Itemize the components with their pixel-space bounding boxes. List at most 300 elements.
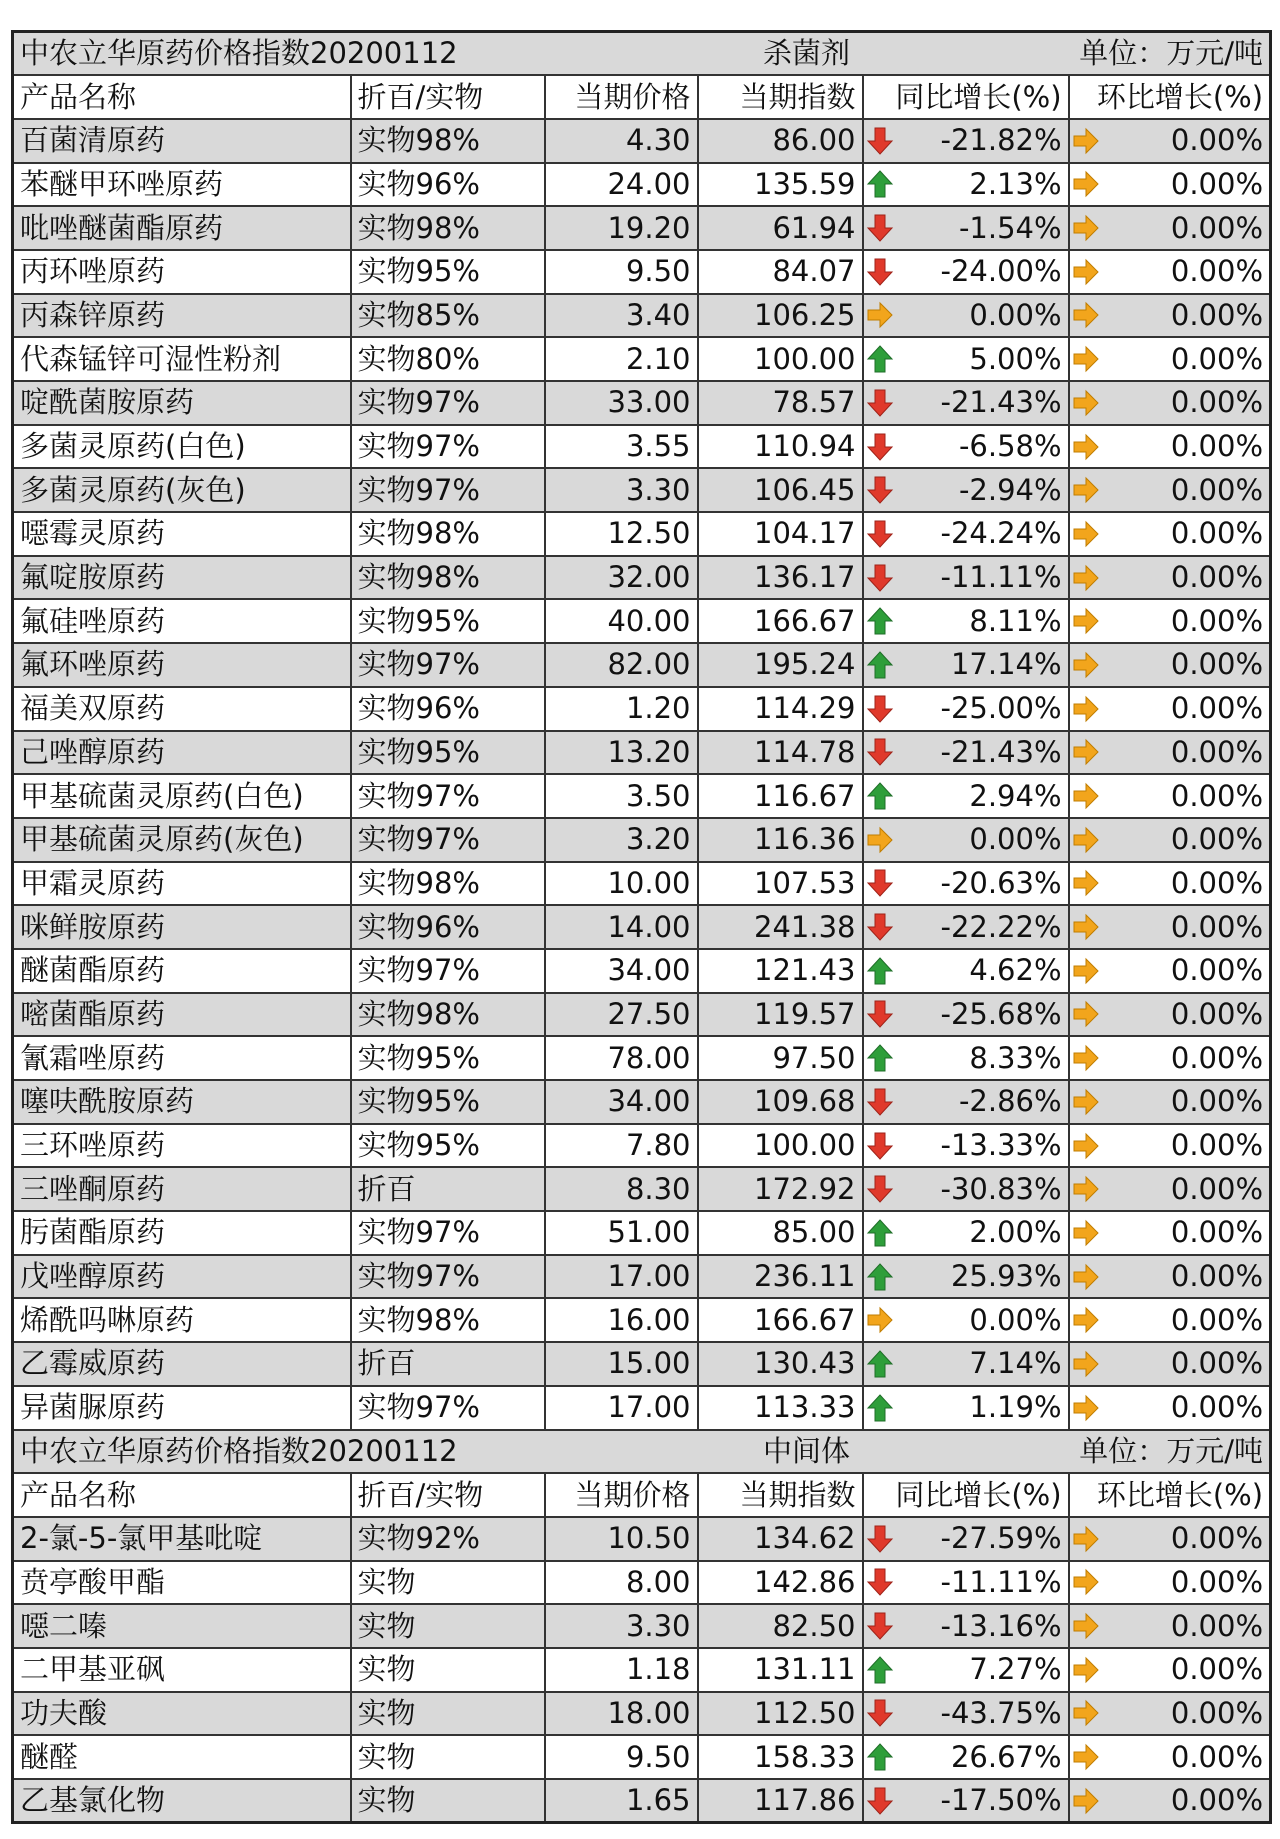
header-yoy: 同比增长(%): [863, 1473, 1069, 1517]
yoy-cell-value: -20.63%: [940, 865, 1062, 900]
mom-cell-value: 0.00%: [1170, 691, 1264, 726]
index-cell: 109.68: [698, 1080, 863, 1124]
spec-cell: 实物97%: [351, 1211, 545, 1255]
yoy-cell-value: 17.14%: [950, 647, 1062, 682]
spec-cell: 实物85%: [351, 294, 545, 338]
yoy-cell-wrap: [866, 1040, 1062, 1075]
yoy-cell: [863, 862, 1069, 906]
yoy-cell: [863, 599, 1069, 643]
yoy-cell-value: -30.83%: [940, 1171, 1062, 1206]
table-row: [13, 1735, 1271, 1779]
price-cell: 17.00: [545, 1386, 698, 1430]
arrow-down-icon: [866, 1611, 894, 1641]
mom-cell-wrap: [1072, 953, 1264, 988]
mom-cell-wrap: [1072, 1259, 1264, 1294]
arrow-down-icon: [866, 475, 894, 505]
index-cell: 117.86: [698, 1779, 863, 1823]
table-row: [13, 1255, 1271, 1299]
arrow-down-icon: [866, 1087, 894, 1117]
index-cell: 116.36: [698, 818, 863, 862]
yoy-cell: [863, 1298, 1069, 1342]
yoy-cell-wrap: [866, 865, 1062, 900]
price-cell: 15.00: [545, 1342, 698, 1386]
yoy-cell-value: -27.59%: [940, 1521, 1062, 1556]
index-cell: 86.00: [698, 119, 863, 163]
mom-cell-value: 0.00%: [1170, 996, 1264, 1031]
product-name-cell: 噻呋酰胺原药: [13, 1080, 351, 1124]
index-cell: 78.57: [698, 381, 863, 425]
arrow-down-icon: [866, 257, 894, 287]
table-row: [13, 1517, 1271, 1561]
product-name-cell: 戊唑醇原药: [13, 1255, 351, 1299]
spec-cell: 实物95%: [351, 1080, 545, 1124]
yoy-cell-wrap: [866, 254, 1062, 289]
mom-cell: [1069, 1735, 1271, 1779]
mom-cell: [1069, 468, 1271, 512]
arrow-right-icon: [1072, 1786, 1100, 1816]
arrow-right-icon: [1072, 1174, 1100, 1204]
header-spec: 折百/实物: [351, 75, 545, 119]
product-name-cell: 甲基硫菌灵原药(灰色): [13, 818, 351, 862]
price-cell: 13.20: [545, 731, 698, 775]
index-cell: 61.94: [698, 206, 863, 250]
price-cell: 78.00: [545, 1036, 698, 1080]
mom-cell-value: 0.00%: [1170, 1783, 1264, 1818]
table-row: [13, 1779, 1271, 1823]
yoy-cell: [863, 1517, 1069, 1561]
product-name-cell: 多菌灵原药(灰色): [13, 468, 351, 512]
arrow-down-icon: [866, 737, 894, 767]
price-cell: 3.55: [545, 425, 698, 469]
mom-cell-wrap: [1072, 734, 1264, 769]
index-cell: 100.00: [698, 337, 863, 381]
arrow-right-icon: [1072, 1611, 1100, 1641]
index-cell: 104.17: [698, 512, 863, 556]
yoy-cell: [863, 337, 1069, 381]
arrow-right-icon: [1072, 956, 1100, 986]
price-cell: 14.00: [545, 905, 698, 949]
arrow-right-icon: [1072, 344, 1100, 374]
price-cell: 1.18: [545, 1648, 698, 1692]
yoy-cell-wrap: [866, 909, 1062, 944]
mom-cell: [1069, 1604, 1271, 1648]
mom-cell-value: 0.00%: [1170, 953, 1264, 988]
yoy-cell: [863, 1211, 1069, 1255]
table-row: [13, 1211, 1271, 1255]
yoy-cell: [863, 818, 1069, 862]
yoy-cell-value: -1.54%: [958, 210, 1062, 245]
yoy-cell: [863, 1386, 1069, 1430]
mom-cell-wrap: [1072, 1040, 1264, 1075]
product-name-cell: 乙霉威原药: [13, 1342, 351, 1386]
mom-cell-wrap: [1072, 778, 1264, 813]
index-cell: 241.38: [698, 905, 863, 949]
table-row: [13, 468, 1271, 512]
spec-cell: 实物92%: [351, 1517, 545, 1561]
header-mom: 环比增长(%): [1069, 75, 1271, 119]
arrow-right-icon: [1072, 432, 1100, 462]
yoy-cell-wrap: [866, 1259, 1062, 1294]
mom-cell: [1069, 1342, 1271, 1386]
index-cell: 112.50: [698, 1692, 863, 1736]
price-cell: 19.20: [545, 206, 698, 250]
product-name-cell: 丙环唑原药: [13, 250, 351, 294]
product-name-cell: 醚菌酯原药: [13, 949, 351, 993]
column-header-row: [13, 75, 1271, 119]
yoy-cell-value: -21.82%: [940, 123, 1062, 158]
product-name-cell: 苯醚甲环唑原药: [13, 163, 351, 207]
mom-cell-value: 0.00%: [1170, 822, 1264, 857]
spec-cell: 实物: [351, 1735, 545, 1779]
yoy-cell-value: 2.00%: [969, 1215, 1062, 1250]
spec-cell: 实物: [351, 1779, 545, 1823]
mom-cell-wrap: [1072, 1346, 1264, 1381]
product-name-cell: 啶酰菌胺原药: [13, 381, 351, 425]
spec-cell: 实物: [351, 1604, 545, 1648]
arrow-right-icon: [1072, 1524, 1100, 1554]
spec-cell: 实物95%: [351, 1124, 545, 1168]
yoy-cell: [863, 1124, 1069, 1168]
yoy-cell-wrap: [866, 1521, 1062, 1556]
mom-cell-value: 0.00%: [1170, 385, 1264, 420]
mom-cell-value: 0.00%: [1170, 778, 1264, 813]
product-name-cell: 多菌灵原药(白色): [13, 425, 351, 469]
spec-cell: 实物98%: [351, 1298, 545, 1342]
arrow-right-icon: [1072, 213, 1100, 243]
column-header-row: [13, 1473, 1271, 1517]
price-cell: 24.00: [545, 163, 698, 207]
arrow-up-icon: [866, 344, 894, 374]
mom-cell: [1069, 993, 1271, 1037]
arrow-down-icon: [866, 519, 894, 549]
product-name-cell: 氰霜唑原药: [13, 1036, 351, 1080]
yoy-cell-wrap: [866, 603, 1062, 638]
yoy-cell-value: 1.19%: [969, 1390, 1062, 1425]
header-price: 当期价格: [545, 75, 698, 119]
yoy-cell: [863, 1167, 1069, 1211]
yoy-cell-wrap: [866, 429, 1062, 464]
section-unit: 单位：万元/吨: [1069, 1430, 1271, 1474]
yoy-cell-value: -21.43%: [940, 385, 1062, 420]
arrow-down-icon: [866, 1786, 894, 1816]
table-row: [13, 1298, 1271, 1342]
product-name-cell: 百菌清原药: [13, 119, 351, 163]
yoy-cell-wrap: [866, 341, 1062, 376]
mom-cell-value: 0.00%: [1170, 1171, 1264, 1206]
mom-cell-wrap: [1072, 1171, 1264, 1206]
price-cell: 7.80: [545, 1124, 698, 1168]
yoy-cell-wrap: [866, 996, 1062, 1031]
arrow-right-icon: [1072, 737, 1100, 767]
yoy-cell: [863, 163, 1069, 207]
yoy-cell-value: -24.24%: [940, 516, 1062, 551]
yoy-cell-value: 8.11%: [969, 603, 1062, 638]
table-row: [13, 294, 1271, 338]
mom-cell-value: 0.00%: [1170, 1215, 1264, 1250]
yoy-cell-wrap: [866, 472, 1062, 507]
yoy-cell-wrap: [866, 210, 1062, 245]
mom-cell-value: 0.00%: [1170, 1564, 1264, 1599]
product-name-cell: 噁二嗪: [13, 1604, 351, 1648]
arrow-right-icon: [1072, 1087, 1100, 1117]
yoy-cell-value: 26.67%: [950, 1739, 1062, 1774]
mom-cell-wrap: [1072, 429, 1264, 464]
yoy-cell: [863, 1648, 1069, 1692]
arrow-right-icon: [1072, 300, 1100, 330]
price-index-sheet: [11, 30, 1269, 1824]
table-row: [13, 163, 1271, 207]
yoy-cell-value: -13.16%: [940, 1608, 1062, 1643]
section-title-row: [13, 1430, 1271, 1474]
price-cell: 16.00: [545, 1298, 698, 1342]
arrow-right-icon: [1072, 1349, 1100, 1379]
mom-cell: [1069, 905, 1271, 949]
arrow-right-icon: [1072, 825, 1100, 855]
arrow-right-icon: [1072, 1043, 1100, 1073]
header-mom: 环比增长(%): [1069, 1473, 1271, 1517]
arrow-up-icon: [866, 956, 894, 986]
yoy-cell: [863, 1604, 1069, 1648]
arrow-right-icon: [1072, 169, 1100, 199]
mom-cell: [1069, 1211, 1271, 1255]
arrow-right-icon: [866, 300, 894, 330]
mom-cell: [1069, 1036, 1271, 1080]
yoy-cell-value: -2.94%: [958, 472, 1062, 507]
mom-cell: [1069, 1080, 1271, 1124]
mom-cell: [1069, 1648, 1271, 1692]
arrow-right-icon: [1072, 999, 1100, 1029]
index-cell: 119.57: [698, 993, 863, 1037]
mom-cell-wrap: [1072, 166, 1264, 201]
arrow-right-icon: [1072, 1742, 1100, 1772]
arrow-right-icon: [866, 825, 894, 855]
table-row: [13, 425, 1271, 469]
price-cell: 9.50: [545, 250, 698, 294]
yoy-cell: [863, 294, 1069, 338]
mom-cell-value: 0.00%: [1170, 516, 1264, 551]
yoy-cell-wrap: [866, 1695, 1062, 1730]
arrow-right-icon: [1072, 388, 1100, 418]
arrow-down-icon: [866, 432, 894, 462]
table-row: [13, 862, 1271, 906]
mom-cell-value: 0.00%: [1170, 429, 1264, 464]
yoy-cell-wrap: [866, 1302, 1062, 1337]
mom-cell: [1069, 1298, 1271, 1342]
yoy-cell-value: -11.11%: [940, 1564, 1062, 1599]
mom-cell-value: 0.00%: [1170, 210, 1264, 245]
mom-cell-wrap: [1072, 603, 1264, 638]
mom-cell-wrap: [1072, 1564, 1264, 1599]
yoy-cell-value: 8.33%: [969, 1040, 1062, 1075]
arrow-right-icon: [1072, 868, 1100, 898]
arrow-right-icon: [1072, 781, 1100, 811]
product-name-cell: 肟菌酯原药: [13, 1211, 351, 1255]
table-body: [13, 32, 1271, 1823]
arrow-right-icon: [1072, 694, 1100, 724]
table-row: [13, 1080, 1271, 1124]
mom-cell: [1069, 556, 1271, 600]
mom-cell: [1069, 862, 1271, 906]
mom-cell-wrap: [1072, 472, 1264, 507]
product-name-cell: 噁霉灵原药: [13, 512, 351, 556]
product-name-cell: 异菌脲原药: [13, 1386, 351, 1430]
product-name-cell: 丙森锌原药: [13, 294, 351, 338]
index-cell: 114.29: [698, 687, 863, 731]
table-row: [13, 1386, 1271, 1430]
spec-cell: 实物97%: [351, 468, 545, 512]
mom-cell: [1069, 512, 1271, 556]
product-name-cell: 嘧菌酯原药: [13, 993, 351, 1037]
price-cell: 51.00: [545, 1211, 698, 1255]
mom-cell-wrap: [1072, 996, 1264, 1031]
table-row: [13, 512, 1271, 556]
mom-cell-value: 0.00%: [1170, 1259, 1264, 1294]
mom-cell-wrap: [1072, 1128, 1264, 1163]
spec-cell: 实物97%: [351, 1255, 545, 1299]
index-cell: 158.33: [698, 1735, 863, 1779]
yoy-cell-wrap: [866, 822, 1062, 857]
yoy-cell: [863, 1561, 1069, 1605]
index-cell: 84.07: [698, 250, 863, 294]
header-spec: 折百/实物: [351, 1473, 545, 1517]
arrow-right-icon: [1072, 912, 1100, 942]
table-row: [13, 818, 1271, 862]
yoy-cell-wrap: [866, 1564, 1062, 1599]
mom-cell-value: 0.00%: [1170, 1695, 1264, 1730]
yoy-cell: [863, 687, 1069, 731]
yoy-cell: [863, 468, 1069, 512]
mom-cell: [1069, 687, 1271, 731]
price-cell: 34.00: [545, 1080, 698, 1124]
yoy-cell-value: 2.94%: [969, 778, 1062, 813]
spec-cell: 实物95%: [351, 250, 545, 294]
mom-cell: [1069, 1167, 1271, 1211]
table-row: [13, 556, 1271, 600]
arrow-right-icon: [1072, 1393, 1100, 1423]
mom-cell-value: 0.00%: [1170, 166, 1264, 201]
yoy-cell: [863, 731, 1069, 775]
product-name-cell: 吡唑醚菌酯原药: [13, 206, 351, 250]
mom-cell-wrap: [1072, 341, 1264, 376]
mom-cell: [1069, 206, 1271, 250]
arrow-up-icon: [866, 1655, 894, 1685]
arrow-right-icon: [1072, 1218, 1100, 1248]
mom-cell-wrap: [1072, 1783, 1264, 1818]
index-cell: 114.78: [698, 731, 863, 775]
yoy-cell: [863, 905, 1069, 949]
yoy-cell-value: -25.00%: [940, 691, 1062, 726]
arrow-up-icon: [866, 781, 894, 811]
arrow-up-icon: [866, 1742, 894, 1772]
index-cell: 236.11: [698, 1255, 863, 1299]
mom-cell-wrap: [1072, 865, 1264, 900]
yoy-cell-wrap: [866, 1346, 1062, 1381]
arrow-right-icon: [1072, 126, 1100, 156]
yoy-cell-value: 4.62%: [969, 953, 1062, 988]
mom-cell-wrap: [1072, 1084, 1264, 1119]
table-row: [13, 599, 1271, 643]
spec-cell: 实物: [351, 1692, 545, 1736]
mom-cell-value: 0.00%: [1170, 734, 1264, 769]
arrow-down-icon: [866, 1567, 894, 1597]
mom-cell-value: 0.00%: [1170, 297, 1264, 332]
table-row: [13, 905, 1271, 949]
mom-cell: [1069, 599, 1271, 643]
mom-cell-wrap: [1072, 297, 1264, 332]
yoy-cell-value: 0.00%: [969, 822, 1062, 857]
arrow-down-icon: [866, 1524, 894, 1554]
yoy-cell-value: -22.22%: [940, 909, 1062, 944]
yoy-cell: [863, 250, 1069, 294]
index-cell: 131.11: [698, 1648, 863, 1692]
yoy-cell-value: 0.00%: [969, 297, 1062, 332]
mom-cell-value: 0.00%: [1170, 865, 1264, 900]
yoy-cell: [863, 993, 1069, 1037]
yoy-cell-wrap: [866, 691, 1062, 726]
mom-cell: [1069, 425, 1271, 469]
mom-cell-value: 0.00%: [1170, 1302, 1264, 1337]
yoy-cell-wrap: [866, 516, 1062, 551]
mom-cell-wrap: [1072, 822, 1264, 857]
index-cell: 85.00: [698, 1211, 863, 1255]
yoy-cell: [863, 119, 1069, 163]
mom-cell-value: 0.00%: [1170, 603, 1264, 638]
arrow-down-icon: [866, 694, 894, 724]
mom-cell-wrap: [1072, 1695, 1264, 1730]
arrow-right-icon: [1072, 1305, 1100, 1335]
yoy-cell-value: 2.13%: [969, 166, 1062, 201]
index-cell: 142.86: [698, 1561, 863, 1605]
yoy-cell-wrap: [866, 1084, 1062, 1119]
yoy-cell-wrap: [866, 1390, 1062, 1425]
yoy-cell-wrap: [866, 1783, 1062, 1818]
table-row: [13, 687, 1271, 731]
price-cell: 33.00: [545, 381, 698, 425]
mom-cell: [1069, 818, 1271, 862]
price-cell: 3.50: [545, 774, 698, 818]
spec-cell: 实物96%: [351, 687, 545, 731]
arrow-up-icon: [866, 650, 894, 680]
mom-cell-wrap: [1072, 1608, 1264, 1643]
price-cell: 3.30: [545, 468, 698, 512]
mom-cell: [1069, 1255, 1271, 1299]
index-cell: 100.00: [698, 1124, 863, 1168]
arrow-right-icon: [1072, 519, 1100, 549]
price-cell: 32.00: [545, 556, 698, 600]
mom-cell-value: 0.00%: [1170, 123, 1264, 158]
mom-cell-value: 0.00%: [1170, 1040, 1264, 1075]
product-name-cell: 氟啶胺原药: [13, 556, 351, 600]
arrow-right-icon: [1072, 1131, 1100, 1161]
mom-cell-value: 0.00%: [1170, 1652, 1264, 1687]
table-row: [13, 206, 1271, 250]
mom-cell-wrap: [1072, 691, 1264, 726]
price-cell: 8.30: [545, 1167, 698, 1211]
mom-cell: [1069, 294, 1271, 338]
yoy-cell: [863, 512, 1069, 556]
arrow-down-icon: [866, 388, 894, 418]
yoy-cell-value: -13.33%: [940, 1128, 1062, 1163]
spec-cell: 实物97%: [351, 818, 545, 862]
arrow-right-icon: [1072, 1262, 1100, 1292]
product-name-cell: 醚醛: [13, 1735, 351, 1779]
spec-cell: 折百: [351, 1342, 545, 1386]
index-cell: 110.94: [698, 425, 863, 469]
mom-cell: [1069, 1517, 1271, 1561]
mom-cell: [1069, 1779, 1271, 1823]
table-row: [13, 643, 1271, 687]
price-cell: 12.50: [545, 512, 698, 556]
